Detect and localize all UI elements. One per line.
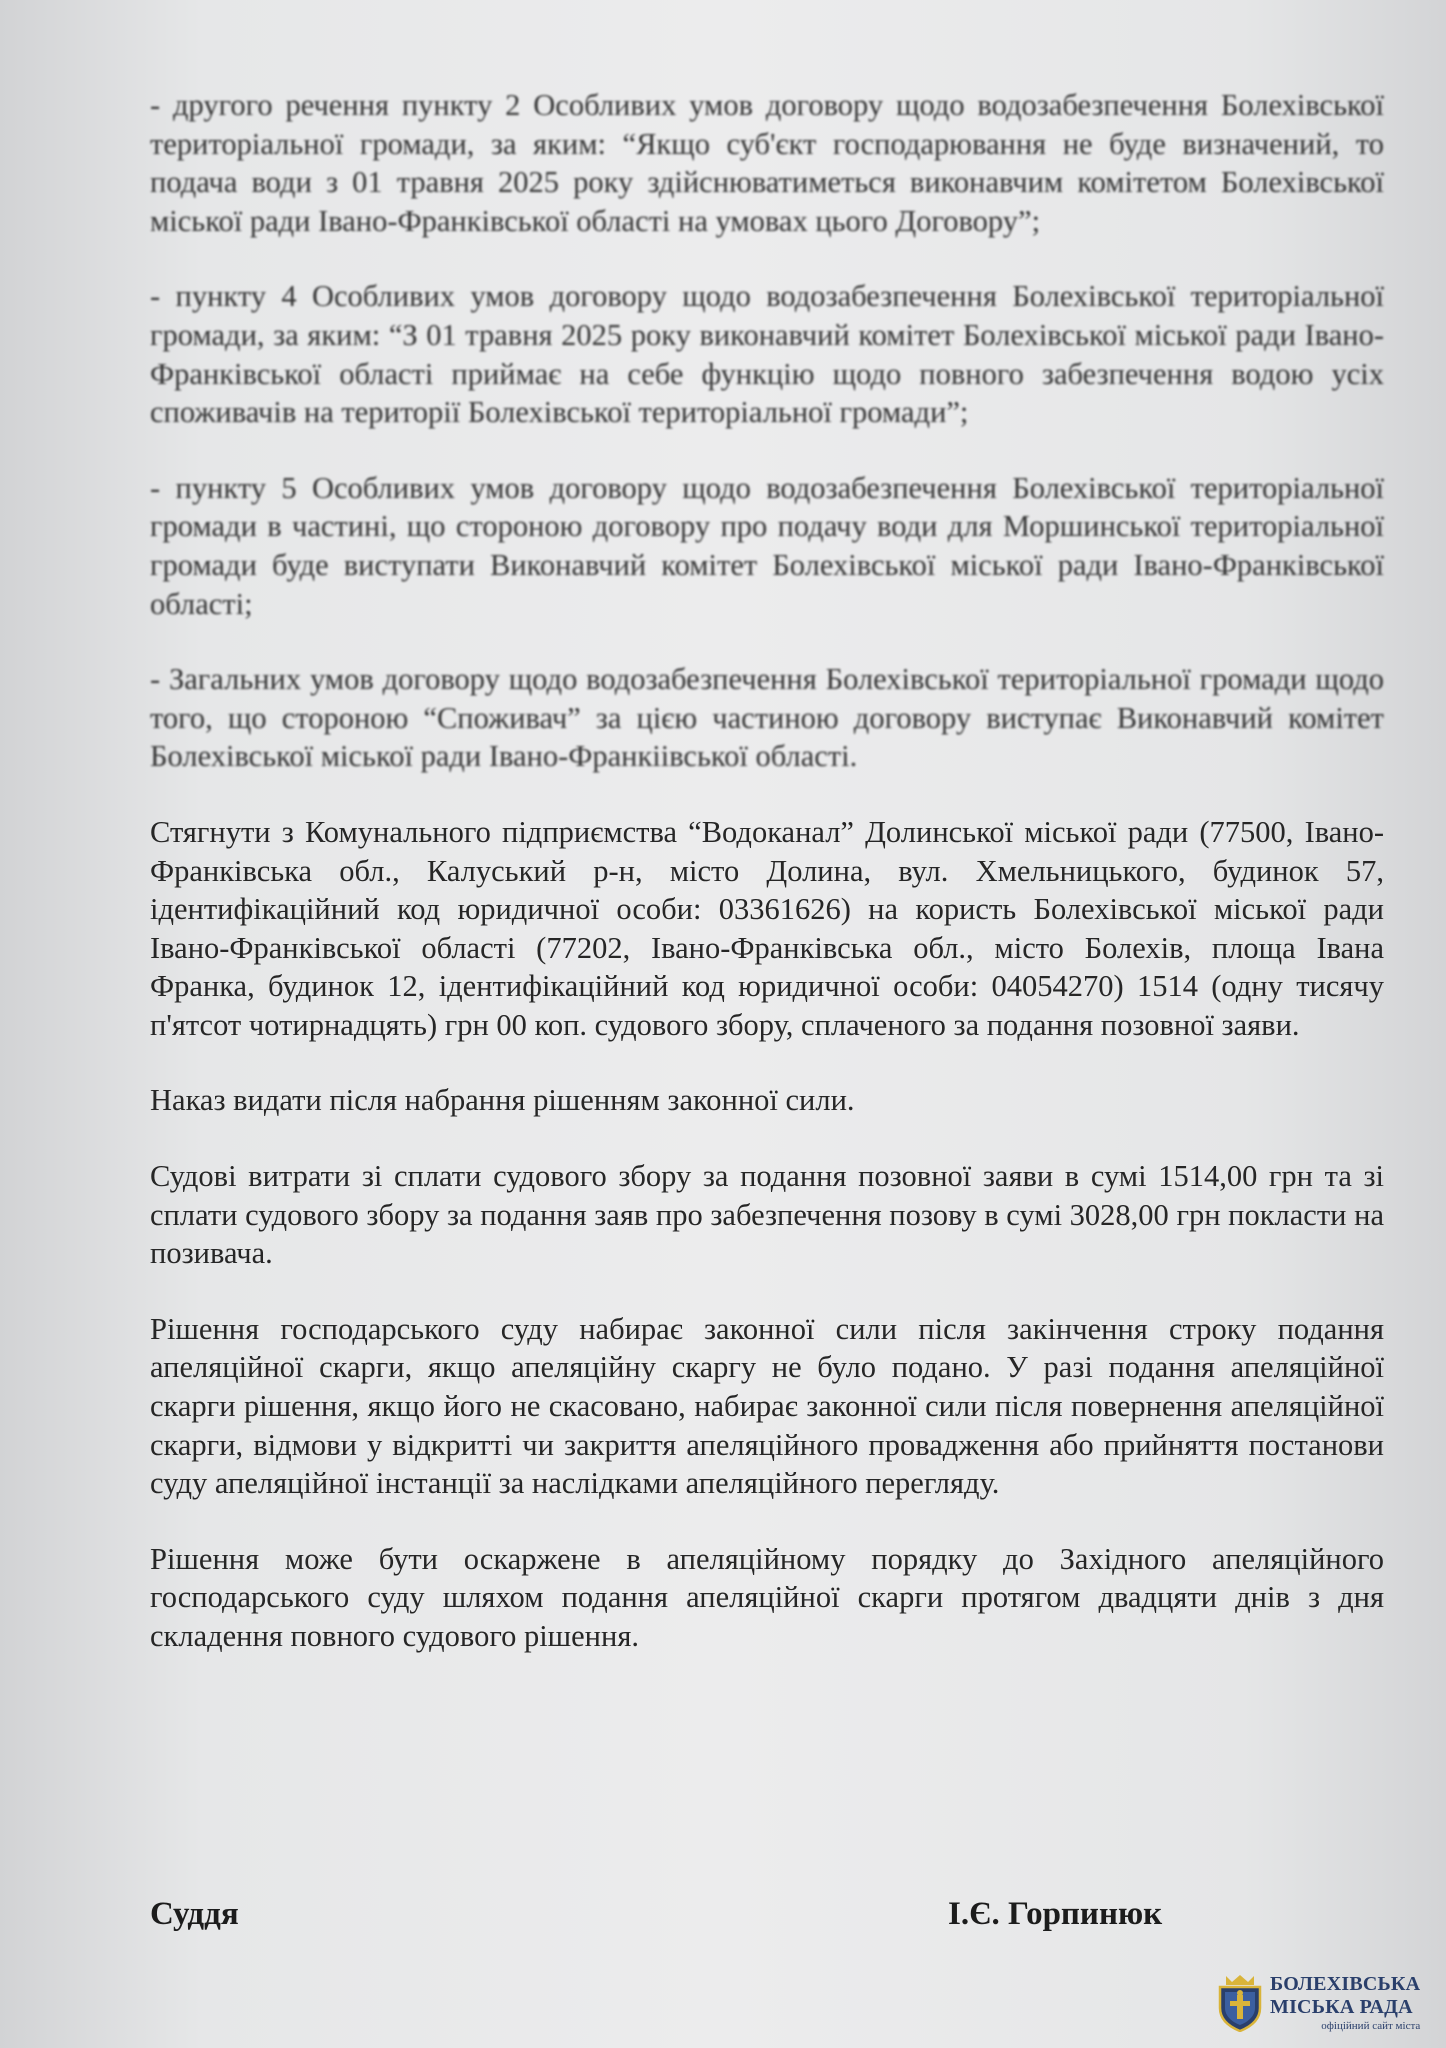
paragraph-appeal: Рішення може бути оскаржене в апеляційному порядку до Західного апеляційного господарського суду шляхом подання апеляційної скарги протягом двадцяти днів з дня складення повного судового рішення. xyxy=(150,1541,1384,1653)
signature-role: Суддя xyxy=(150,1896,239,1932)
document-body xyxy=(150,86,1384,1693)
city-coat-of-arms-icon xyxy=(1216,1974,1264,2032)
paragraph-general-terms: - Загальних умов договору щодо водозабезпечення Болехівської територіальної громади щодо того, що стороною “Споживач” за цією частиною договору виступає Виконавчий комітет Болехівської міської ради Івано-Франкіівської області. xyxy=(150,662,1384,774)
paragraph-clause-5: - пункту 5 Особливих умов договору щодо водозабезпечення Болехівської територіальної громади в частині, що стороною договору про подачу води для Моршинської територіальної громади буде виступати Виконавчий комітет Болехівської міської ради Івано-Франківської області; xyxy=(150,470,1384,621)
paragraph-recovery: Стягнути з Комунального підприємства “Водоканал” Долинської міської ради (77500, Івано-Франківська обл., Калуський р-н, місто Долина, вул. Хмельницького, будинок 57, ідентифікаційний код юридичної особи: 03361626) на користь Болехівської міської ради Івано-Франківської області (77202, Івано-Франківська обл., місто Болехів, площа Івана Франка, будинок 12, ідентифікаційний код юридичної особи: 04054270) 1514 (одну тисячу п'ятсот чотирнадцять) грн 00 коп. судового збору, сплаченого за подання позовної заяви. xyxy=(150,814,1384,1042)
watermark-title-line2: МІСЬКА РАДА xyxy=(1270,1996,1413,2018)
paragraph-order: Наказ видати після набрання рішенням законної сили. xyxy=(150,1083,855,1118)
watermark-title-line1: БОЛЕХІВСЬКА xyxy=(1270,1973,1421,1995)
paragraph-clause-2: - другого речення пункту 2 Особливих умов договору щодо водозабезпечення Болехівської територіальної громади, за яким: “Якщо суб'єкт господарювання не буде визначений, то подача води з 01 травня 2025 року здійснюватиметься виконавчим комітетом Болехівської міської ради Івано-Франківської області на умовах цього Договору”; xyxy=(150,88,1384,238)
paragraph-clause-4: - пункту 4 Особливих умов договору щодо водозабезпечення Болехівської територіальної громади, за яким: “З 01 травня 2025 року виконавчий комітет Болехівської міської ради Івано-Франківської області приймає на себе функцію щодо повного забезпечення водою усіх споживачів на території Болехівської територіальної громади”; xyxy=(150,279,1384,430)
site-watermark xyxy=(1216,1974,1442,2038)
paragraph-court-costs: Судові витрати зі сплати судового збору за подання позовної заяви в сумі 1514,00 грн та зі сплати судового збору за подання заяв про забезпечення позову в сумі 3028,00 грн покласти на позивача. xyxy=(150,1159,1384,1271)
paragraph-entry-into-force: Рішення господарського суду набирає законної сили після закінчення строку подання апеляційної скарги, якщо апеляційну скаргу не було подано. У разі подання апеляційної скарги рішення, якщо його не скасовано, набирає законної сили після повернення апеляційної скарги, відмови у відкритті чи закриття апеляційного провадження або прийняття постанови суду апеляційної інстанції за наслідками апеляційного перегляду. xyxy=(150,1311,1384,1501)
watermark-subtitle: офіційний сайт міста xyxy=(1321,2020,1421,2032)
signature-name: І.Є. Горпинюк xyxy=(948,1896,1163,1932)
